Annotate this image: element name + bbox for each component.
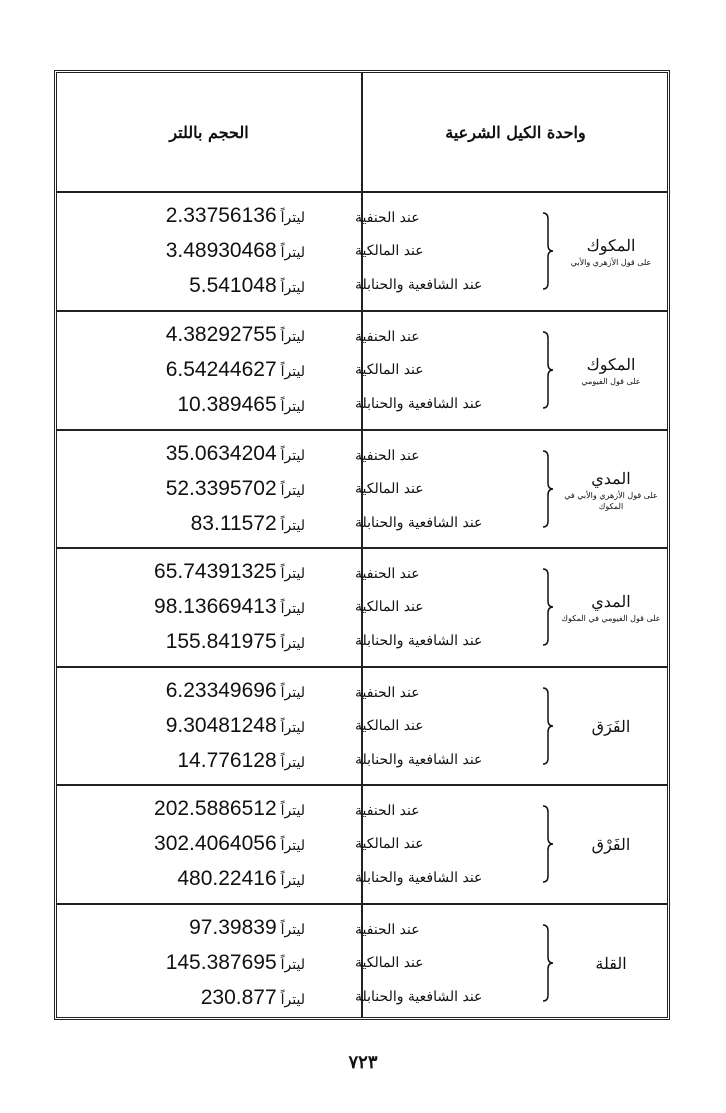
header-unit-column: واحدة الكيل الشرعية [445,122,586,142]
volume-cell [60,905,305,1022]
unit-name-cell [557,668,665,785]
volume-unit: ليتراً [280,802,305,819]
school-label: عند الحنفية [355,802,420,819]
volume-unit: ليتراً [280,921,305,938]
table-row [57,786,668,903]
volume-value [166,714,305,740]
schools-list [355,905,565,1022]
volume-unit: ليتراً [280,956,305,973]
volume-value [154,560,305,586]
volume-number: 155.841975 [165,629,277,653]
schools-list [355,549,565,666]
volume-unit: ليتراً [280,482,305,499]
schools-list [355,431,565,548]
volume-number: 2.33756136 [165,203,277,227]
unit-name: المكوك [586,236,636,255]
volume-value [177,749,305,775]
volume-number: 98.13669413 [154,594,277,618]
volume-value [166,442,305,468]
volume-number: 4.38292755 [165,322,277,346]
table-row [57,312,668,429]
curly-brace-icon [541,686,555,766]
volume-number: 97.39839 [189,915,277,939]
volume-cell [60,193,305,310]
school-label: عند المالكية [355,243,424,260]
schools-list [355,193,565,310]
volume-number: 14.776128 [177,748,277,772]
unit-name-cell [557,431,665,548]
volume-unit: ليتراً [280,754,305,771]
curly-brace-icon [541,923,555,1003]
volume-number: 230.877 [200,985,277,1009]
volume-value [189,916,305,942]
unit-name-cell [557,312,665,429]
volume-value [154,797,305,823]
volume-unit: ليتراً [280,447,305,464]
volume-unit: ليتراً [280,635,305,652]
table-row [57,668,668,785]
volume-value [166,358,305,384]
volume-value [166,951,305,977]
header-volume-column: الحجم باللتر [169,122,249,142]
volume-unit: ليتراً [280,517,305,534]
volume-number: 83.11572 [190,511,277,535]
volume-number: 145.387695 [165,950,277,974]
table-row [57,549,668,666]
volume-unit: ليتراً [280,684,305,701]
volume-value [177,393,305,419]
volume-number: 52.3395702 [165,476,277,500]
volume-unit: ليتراً [280,565,305,582]
unit-name: المدي [591,592,631,611]
volume-number: 10.389465 [177,392,277,416]
schools-list [355,312,565,429]
volume-unit: ليتراً [280,363,305,380]
unit-name: القلة [595,953,627,973]
volume-number: 302.4064056 [154,831,277,855]
school-label: عند الشافعية والحنابلة [355,870,483,887]
volume-number: 202.5886512 [154,796,277,820]
volume-value [177,867,305,893]
unit-note: على قول الفيومي في المكوك [561,614,661,623]
school-label: عند الحنفية [355,447,420,464]
volume-value [154,832,305,858]
unit-name-cell [557,549,665,666]
volume-unit: ليتراً [280,398,305,415]
volume-number: 35.0634204 [165,441,277,465]
volume-unit: ليتراً [280,279,305,296]
volume-value [154,595,305,621]
volume-cell [60,431,305,548]
volume-value [166,679,305,705]
volume-value [191,512,305,538]
unit-name: الفَرْق [591,834,631,854]
curly-brace-icon [541,449,555,529]
school-label: عند المالكية [355,836,424,853]
unit-name: المكوك [586,355,636,374]
unit-note: على قول الأزهري والأبي [570,258,652,267]
school-label: عند الحنفية [355,565,420,582]
volume-number: 5.541048 [189,273,277,297]
volume-value [201,986,305,1012]
volume-cell [60,549,305,666]
volume-unit: ليتراً [280,244,305,261]
table-row [57,193,668,310]
volume-cell [60,786,305,903]
school-label: عند الشافعية والحنابلة [355,752,483,769]
school-label: عند الحنفية [355,921,420,938]
volume-number: 480.22416 [177,866,277,890]
schools-list [355,786,565,903]
unit-name-cell [557,905,665,1022]
volume-number: 6.23349696 [165,678,277,702]
unit-note: على قول الفيومي [581,377,641,386]
unit-name-cell [557,786,665,903]
volume-unit: ليتراً [280,991,305,1008]
school-label: عند المالكية [355,481,424,498]
unit-name: المدي [591,468,631,488]
unit-name-cell [557,193,665,310]
school-label: عند المالكية [355,718,424,735]
volume-unit: ليتراً [280,837,305,854]
curly-brace-icon [541,567,555,647]
volume-unit: ليتراً [280,600,305,617]
schools-list [355,668,565,785]
school-label: عند الحنفية [355,684,420,701]
volume-unit: ليتراً [280,209,305,226]
volume-number: 6.54244627 [165,357,277,381]
unit-note: على قول الأزهري والأبي في المكوك [564,490,658,511]
curly-brace-icon [541,804,555,884]
curly-brace-icon [541,330,555,410]
volume-value [166,630,305,656]
school-label: عند المالكية [355,362,424,379]
school-label: عند المالكية [355,955,424,972]
school-label: عند الشافعية والحنابلة [355,633,483,650]
table-row [57,431,668,548]
school-label: عند الشافعية والحنابلة [355,515,483,532]
volume-value [166,239,305,265]
volume-unit: ليتراً [280,872,305,889]
volume-value [189,274,305,300]
school-label: عند الشافعية والحنابلة [355,277,483,294]
curly-brace-icon [541,211,555,291]
table-row [57,905,668,1022]
page-number: ٧٢٣ [348,1052,378,1073]
volume-unit: ليتراً [280,328,305,345]
volume-number: 3.48930468 [165,238,277,262]
volume-value [166,477,305,503]
volume-number: 9.30481248 [165,713,277,737]
school-label: عند الحنفية [355,328,420,345]
unit-name: الفَرَق [591,716,631,736]
volume-cell [60,312,305,429]
volume-value [166,204,305,230]
volume-value [166,323,305,349]
school-label: عند الشافعية والحنابلة [355,989,483,1006]
school-label: عند المالكية [355,599,424,616]
volume-cell [60,668,305,785]
school-label: عند الحنفية [355,209,420,226]
volume-unit: ليتراً [280,719,305,736]
school-label: عند الشافعية والحنابلة [355,396,483,413]
volume-number: 65.74391325 [154,559,277,583]
